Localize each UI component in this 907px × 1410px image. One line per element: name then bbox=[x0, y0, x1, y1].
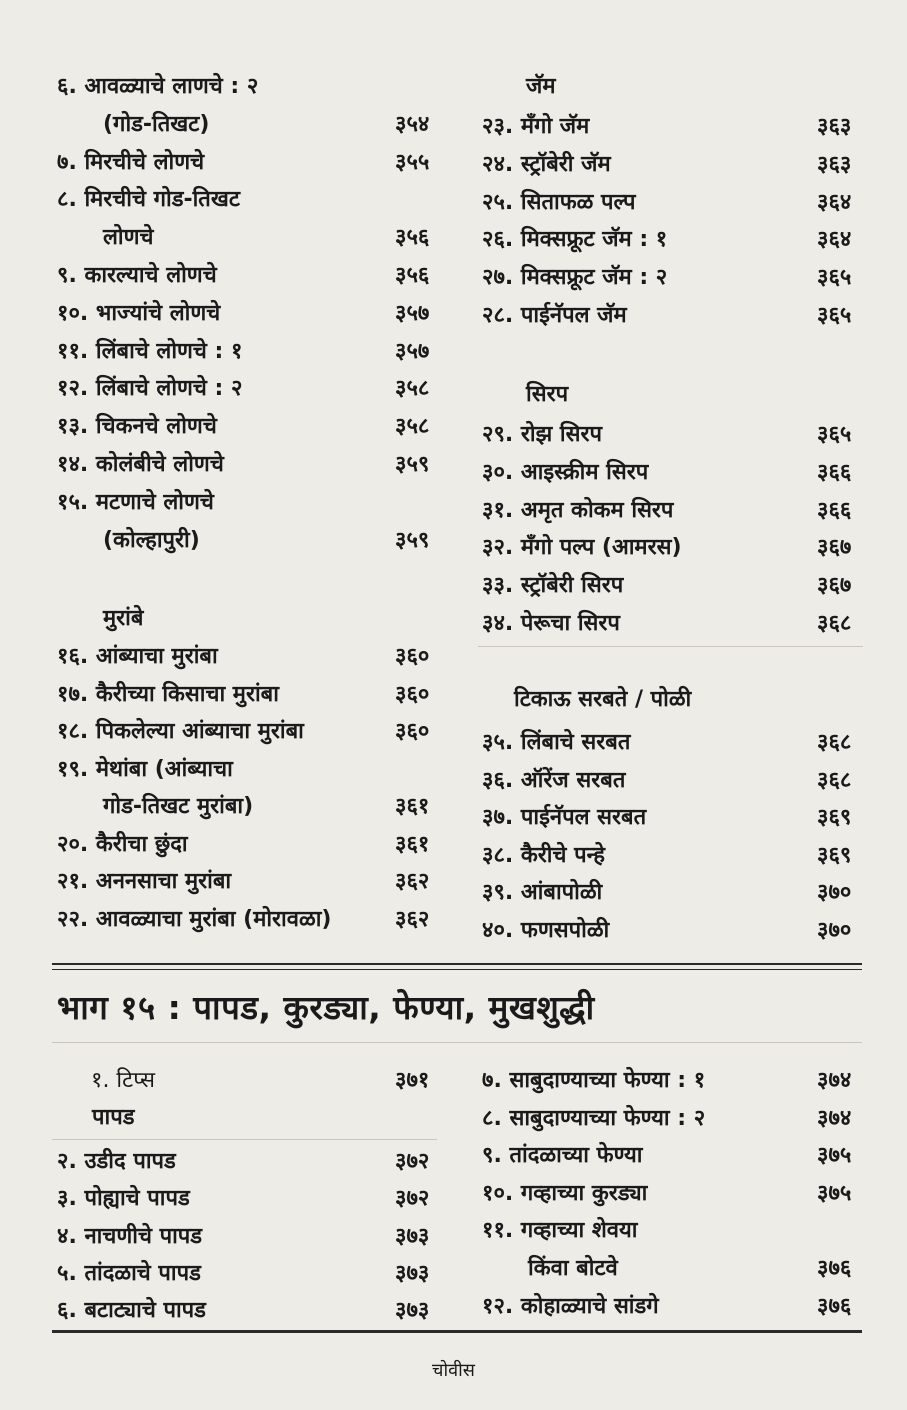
toc-entry-page: ३७५ bbox=[817, 1143, 852, 1169]
toc-entry-title: २. उडीद पापड bbox=[57, 1149, 176, 1174]
toc-entry-title: २४. स्ट्रॉबेरी जॅम bbox=[482, 151, 611, 177]
toc-entry-page: ३६६ bbox=[817, 459, 852, 485]
toc-entry-page: ३५८ bbox=[395, 414, 430, 440]
toc-entry-page: ३७२ bbox=[395, 1149, 430, 1174]
toc-entry-title: ९. कारल्याचे लोणचे bbox=[57, 263, 217, 288]
divider-rule-top bbox=[52, 963, 862, 965]
toc-entry-title: ४. नाचणीचे पापड bbox=[57, 1223, 203, 1249]
toc-entry-page: ३६२ bbox=[395, 869, 430, 894]
section-heading-papad: पापड bbox=[92, 1105, 135, 1130]
toc-entry-title: १९. मेथांबा (आंब्याचा bbox=[57, 756, 233, 782]
toc-entry-title: ४०. फणसपोळी bbox=[482, 917, 610, 943]
section-heading-sirap: सिरप bbox=[526, 382, 569, 407]
toc-entry-title: ३८. कैरीचे पन्हे bbox=[482, 842, 605, 868]
toc-entry-title: १३. चिकनचे लोणचे bbox=[57, 414, 217, 440]
toc-entry-title: ८. साबुदाण्याच्या फेण्या : २ bbox=[482, 1105, 706, 1131]
toc-entry-title: ५. तांदळाचे पापड bbox=[57, 1260, 201, 1286]
toc-entry-page: ३६१ bbox=[395, 794, 430, 819]
toc-entry-page: ३६३ bbox=[817, 114, 852, 139]
toc-entry-title: २२. आवळ्याचा मुरांबा (मोरावळा) bbox=[57, 906, 332, 932]
toc-entry-title: १७. कैरीच्या किसाचा मुरांबा bbox=[57, 681, 279, 707]
toc-entry-title: ११. गव्हाच्या शेवया bbox=[482, 1218, 638, 1244]
toc-entry-page: ३६२ bbox=[395, 906, 430, 932]
toc-entry-title: १४. कोलंबीचे लोणचे bbox=[57, 452, 224, 477]
toc-entry-page: ३५४ bbox=[395, 111, 430, 137]
toc-entry-title: ७. मिरचीचे लोणचे bbox=[57, 149, 205, 175]
toc-entry-title: ७. साबुदाण्याच्या फेण्या : १ bbox=[482, 1068, 706, 1093]
toc-entry-page: ३७३ bbox=[395, 1260, 430, 1286]
toc-entry-title: ६. आवळ्याचे लाणचे : २ bbox=[57, 74, 259, 99]
toc-entry-page: ३६९ bbox=[817, 842, 852, 868]
toc-entry-title: किंवा बोटवे bbox=[528, 1256, 618, 1281]
toc-entry-title: ३०. आइस्क्रीम सिरप bbox=[482, 459, 649, 485]
toc-entry-page: ३६९ bbox=[817, 805, 852, 830]
toc-entry-title: ९. तांदळाच्या फेण्या bbox=[482, 1143, 643, 1169]
toc-entry-page: ३७४ bbox=[817, 1068, 852, 1093]
toc-entry-page: ३६४ bbox=[817, 227, 852, 253]
toc-entry-page: ३५६ bbox=[395, 225, 430, 251]
toc-entry-title: १०. गव्हाच्या कुरड्या bbox=[482, 1180, 648, 1206]
toc-entry-title: १२. कोहाळ्याचे सांडगे bbox=[482, 1293, 659, 1319]
divider-faint-papad bbox=[52, 1139, 437, 1140]
toc-entry-title: २१. अननसाचा मुरांबा bbox=[57, 869, 232, 894]
toc-entry-title: १०. भाज्यांचे लोणचे bbox=[57, 300, 221, 326]
toc-entry-page: ३७४ bbox=[817, 1105, 852, 1131]
toc-entry-page: ३६७ bbox=[817, 573, 852, 599]
toc-entry-title: १५. मटणाचे लोणचे bbox=[57, 489, 214, 515]
toc-entry-page: ३५५ bbox=[395, 149, 430, 175]
divider-rule-bottom bbox=[52, 1330, 862, 1333]
toc-entry-title: ८. मिरचीचे गोड-तिखट bbox=[57, 187, 240, 213]
toc-entry-title: २९. रोझ सिरप bbox=[482, 422, 602, 447]
toc-entry-title: २८. पाईनॅपल जॅम bbox=[482, 303, 627, 328]
toc-entry-title: ३१. अमृत कोकम सिरप bbox=[482, 497, 674, 523]
toc-entry-title: ११. लिंबाचे लोणचे : १ bbox=[57, 338, 243, 364]
toc-entry-page: ३५९ bbox=[395, 527, 430, 553]
toc-entry-page: ३६० bbox=[395, 719, 430, 744]
toc-entry-page: ३७६ bbox=[817, 1293, 852, 1319]
part-title: भाग १५ : पापड, कुरड्या, फेण्या, मुखशुद्धी bbox=[57, 988, 595, 1027]
toc-entry-page: ३७० bbox=[817, 880, 852, 905]
page-footer: चोवीस bbox=[432, 1360, 475, 1381]
toc-entry-title: १. टिप्स bbox=[91, 1068, 155, 1093]
toc-entry-title: ३९. आंबापोळी bbox=[482, 880, 603, 905]
toc-entry-title: १८. पिकलेल्या आंब्याचा मुरांबा bbox=[57, 719, 304, 744]
toc-entry-page: ३७२ bbox=[395, 1186, 430, 1212]
divider-faint-part bbox=[52, 1042, 862, 1043]
section-heading-jam: जॅम bbox=[526, 74, 556, 99]
toc-entry-page: ३६५ bbox=[817, 265, 852, 291]
toc-entry-page: ३६८ bbox=[817, 611, 852, 636]
toc-entry-page: ३७३ bbox=[395, 1223, 430, 1249]
toc-entry-title: १६. आंब्याचा मुरांबा bbox=[57, 644, 218, 669]
toc-entry-page: ३६३ bbox=[817, 151, 852, 177]
toc-entry-title: २३. मँगो जॅम bbox=[482, 114, 590, 139]
toc-entry-page: ३७६ bbox=[817, 1256, 852, 1281]
toc-entry-page: ३६५ bbox=[817, 422, 852, 447]
toc-entry-page: ३६७ bbox=[817, 535, 852, 561]
toc-entry-title: २७. मिक्सफ्रूट जॅम : २ bbox=[482, 265, 668, 291]
section-heading-murambe: मुरांबे bbox=[103, 606, 144, 631]
toc-entry-title: ३३. स्ट्रॉबेरी सिरप bbox=[482, 573, 624, 599]
toc-entry-title: २६. मिक्सफ्रूट जॅम : १ bbox=[482, 227, 668, 253]
toc-entry-title: २०. कैरीचा छुंदा bbox=[57, 831, 188, 857]
toc-entry-title: १२. लिंबाचे लोणचे : २ bbox=[57, 376, 243, 402]
toc-entry-title: गोड-तिखट मुरांबा) bbox=[103, 794, 254, 819]
toc-entry-title: लोणचे bbox=[103, 225, 154, 251]
toc-entry-page: ३५९ bbox=[395, 452, 430, 477]
toc-entry-page: ३७० bbox=[817, 917, 852, 943]
toc-entry-page: ३५७ bbox=[395, 300, 430, 326]
toc-entry-page: ३७३ bbox=[395, 1298, 430, 1324]
toc-entry-page: ३६८ bbox=[817, 730, 852, 755]
toc-entry-page: ३६१ bbox=[395, 831, 430, 857]
toc-entry-title: २५. सिताफळ पल्प bbox=[482, 189, 636, 215]
toc-entry-page: ३६० bbox=[395, 681, 430, 707]
toc-entry-page: ३६८ bbox=[817, 767, 852, 793]
divider-faint bbox=[478, 646, 863, 647]
toc-entry-title: ३६. ऑरेंज सरबत bbox=[482, 767, 626, 793]
toc-entry-page: ३६५ bbox=[817, 303, 852, 328]
toc-entry-title: ३५. लिंबाचे सरबत bbox=[482, 730, 631, 755]
toc-entry-page: ३७५ bbox=[817, 1180, 852, 1206]
toc-entry-title: ३७. पाईनॅपल सरबत bbox=[482, 805, 647, 830]
toc-entry-page: ३५७ bbox=[395, 338, 430, 364]
toc-entry-page: ३५६ bbox=[395, 263, 430, 288]
section-heading-sarbat: टिकाऊ सरबते / पोळी bbox=[514, 687, 692, 712]
toc-entry-page: ३६० bbox=[395, 644, 430, 669]
toc-entry-page: ३६६ bbox=[817, 497, 852, 523]
toc-entry-title: ३२. मँगो पल्प (आमरस) bbox=[482, 535, 682, 561]
toc-entry-page: ३७१ bbox=[395, 1068, 430, 1093]
toc-entry-title: ३. पोह्याचे पापड bbox=[57, 1186, 190, 1212]
toc-entry-title: (गोड-तिखट) bbox=[103, 111, 210, 137]
toc-entry-title: (कोल्हापुरी) bbox=[103, 527, 200, 553]
toc-entry-page: ३६४ bbox=[817, 189, 852, 215]
divider-rule-top-2 bbox=[52, 969, 862, 970]
toc-entry-title: ६. बटाट्याचे पापड bbox=[57, 1298, 206, 1324]
toc-entry-page: ३५८ bbox=[395, 376, 430, 402]
toc-entry-title: ३४. पेरूचा सिरप bbox=[482, 611, 620, 636]
